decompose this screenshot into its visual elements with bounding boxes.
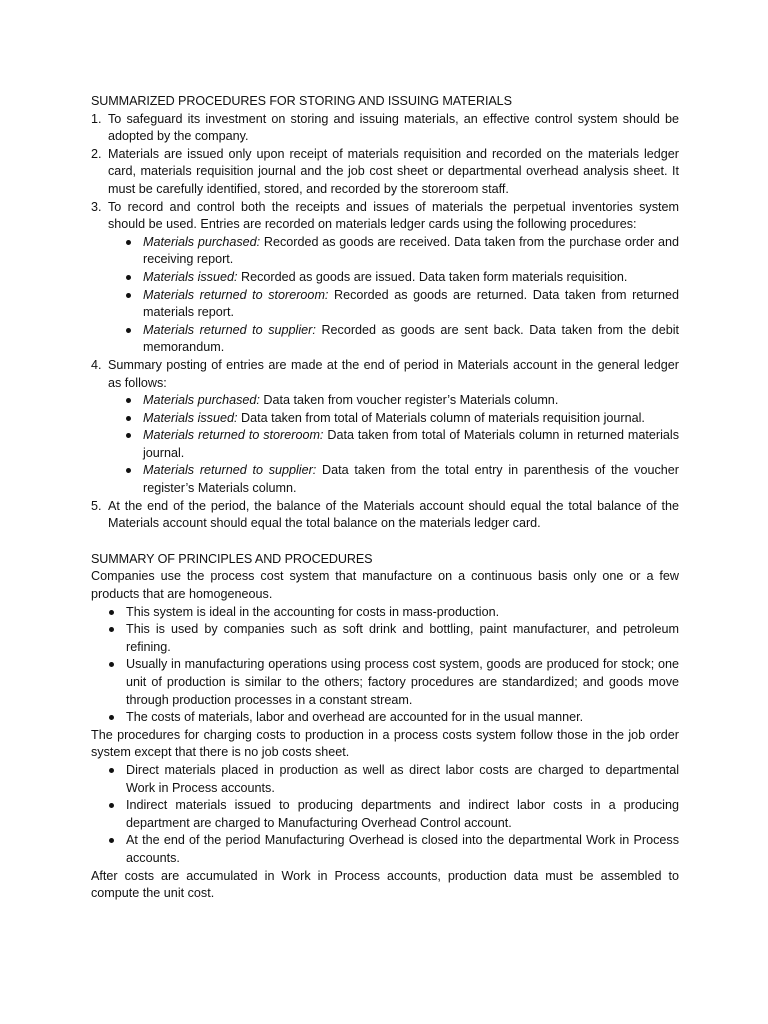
item-text: To safeguard its investment on storing and issuing materials, an effective control system should be adopted by the company.: [108, 111, 679, 144]
list-item: This system is ideal in the accounting for costs in mass-production.: [91, 604, 679, 622]
item-lead: Materials returned to storeroom:: [143, 287, 329, 302]
section-heading-principles: SUMMARY OF PRINCIPLES AND PROCEDURES: [91, 551, 373, 566]
item-text: To record and control both the receipts and issues of materials the perpetual inventories system should be used. Entries are recorded on materials ledger cards using the following procedures:: [108, 199, 679, 232]
list-item: The costs of materials, labor and overhead are accounted for in the usual manner.: [91, 709, 679, 727]
item-text: Recorded as goods are received. Data taken from the purchase order and receiving report.: [143, 234, 679, 267]
item-text: Data taken from the total entry in parenthesis of the voucher register’s Materials column.: [143, 463, 679, 496]
item-lead: Materials returned to storeroom:: [143, 428, 324, 443]
list-item: Usually in manufacturing operations using process cost system, goods are produced for stock; one unit of production is similar to the others; factory procedures are standardized; and goods move through production processes in a constant stream.: [91, 656, 679, 709]
procedure-item-3: [91, 199, 679, 357]
item-lead: Materials issued:: [143, 410, 238, 425]
list-item: [108, 392, 679, 410]
charging-costs-bullets: [91, 762, 679, 868]
list-item: [108, 322, 679, 357]
item-text: Data taken from voucher register’s Materials column.: [259, 393, 559, 408]
list-item: [108, 427, 679, 462]
list-item: [108, 234, 679, 269]
list-item: [108, 462, 679, 497]
procedure-item-2: [91, 146, 679, 199]
charging-costs-paragraph: The procedures for charging costs to production in a process costs system follow those in the job order system except that there is no job costs sheet.: [91, 727, 679, 760]
list-item: Direct materials placed in production as well as direct labor costs are charged to departmental Work in Process accounts.: [91, 762, 679, 797]
procedure-item-5: [91, 498, 679, 533]
item-text: Recorded as goods are sent back. Data taken from the debit memorandum.: [143, 322, 679, 355]
item-number: 5.: [91, 498, 102, 513]
document-page: [91, 93, 679, 903]
list-item: At the end of the period Manufacturing Overhead is closed into the departmental Work in Process accounts.: [91, 832, 679, 867]
item-lead: Materials returned to supplier:: [143, 322, 316, 337]
procedure-item-4: [91, 357, 679, 498]
ledger-card-procedures: [108, 234, 679, 357]
item-lead: Materials purchased:: [143, 234, 261, 249]
summary-posting-list: [108, 392, 679, 498]
section-heading-storing-issuing: SUMMARIZED PROCEDURES FOR STORING AND ISSUING MATERIALS: [91, 94, 512, 108]
closing-paragraph: After costs are accumulated in Work in Process accounts, production data must be assembled to compute the unit cost.: [91, 868, 679, 901]
process-cost-bullets: [91, 604, 679, 727]
item-text: At the end of the period, the balance of the Materials account should equal the total balance of the Materials account should equal the total balance on the materials ledger card.: [108, 498, 679, 531]
list-item: [108, 269, 679, 287]
item-lead: Materials issued:: [143, 269, 238, 284]
item-text: Data taken from total of Materials column in returned materials journal.: [143, 428, 679, 460]
list-item: This is used by companies such as soft drink and bottling, paint manufacturer, and petroleum refining.: [91, 621, 679, 656]
list-item: Indirect materials issued to producing departments and indirect labor costs in a producing department are charged to Manufacturing Overhead Control account.: [91, 797, 679, 832]
item-number: 1.: [91, 111, 102, 126]
item-text: Recorded as goods are returned. Data taken from returned materials report.: [143, 287, 679, 320]
item-number: 2.: [91, 146, 102, 161]
item-number: 3.: [91, 199, 102, 214]
item-text: Materials are issued only upon receipt of materials requisition and recorded on the materials ledger card, materials requisition journal and the job cost sheet or departmental overhead analysis sheet. It must be carefully identified, stored, and recorded by the storeroom staff.: [108, 146, 679, 196]
item-lead: Materials returned to supplier:: [143, 463, 317, 478]
item-text: Recorded as goods are issued. Data taken form materials requisition.: [237, 269, 628, 284]
procedure-item-1: [91, 111, 679, 146]
item-lead: Materials purchased:: [143, 393, 260, 408]
item-text: Summary posting of entries are made at the end of period in Materials account in the general ledger as follows:: [108, 357, 679, 390]
procedures-list: [91, 111, 679, 533]
item-number: 4.: [91, 357, 102, 372]
list-item: [108, 287, 679, 322]
intro-paragraph: Companies use the process cost system that manufacture on a continuous basis only one or a few products that are homogeneous.: [91, 569, 679, 602]
item-text: Data taken from total of Materials column of materials requisition journal.: [237, 410, 645, 425]
list-item: [108, 410, 679, 428]
